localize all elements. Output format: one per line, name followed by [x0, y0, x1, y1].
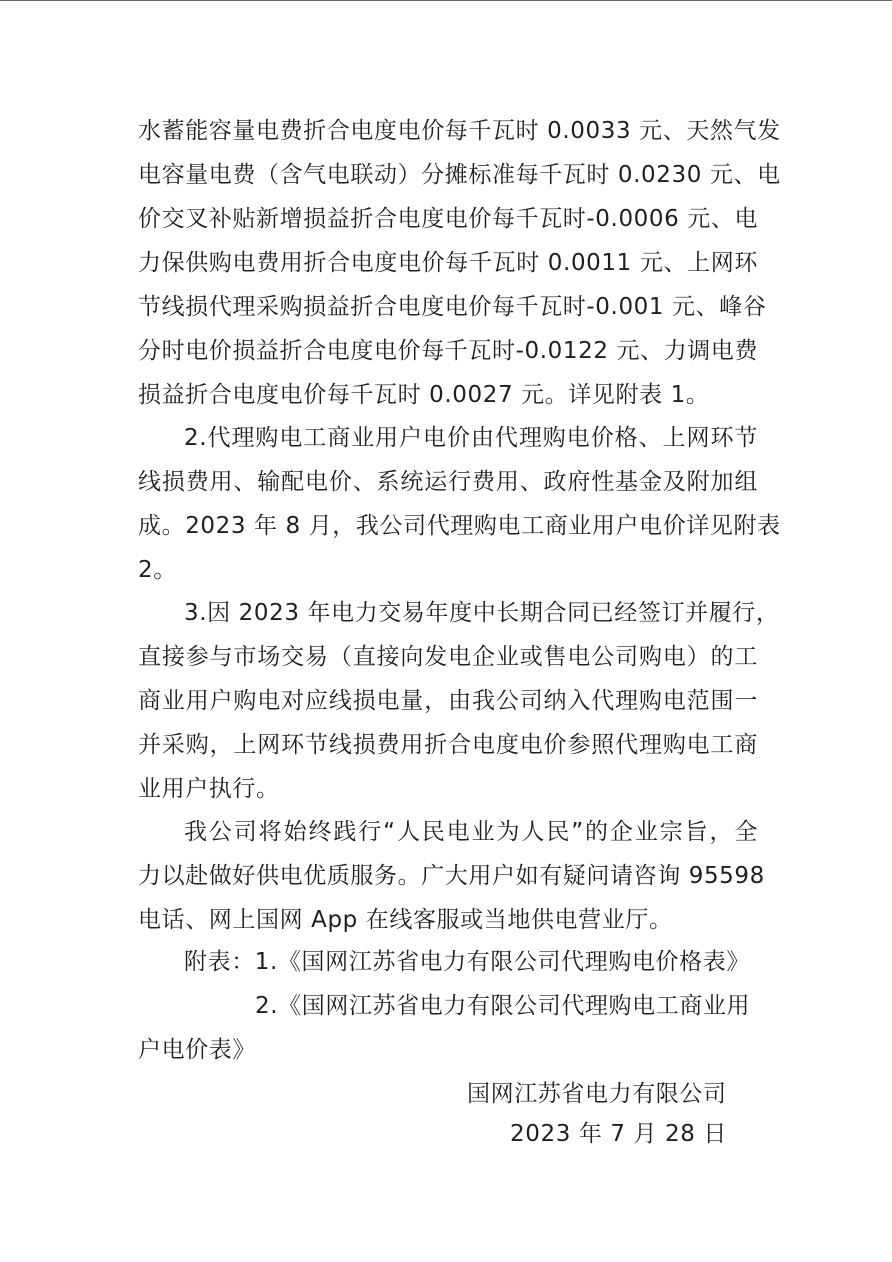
- signature-date: 2023 年 7 月 28 日: [510, 1121, 727, 1147]
- paragraph-line: 节线损代理采购损益折合电度电价每千瓦时-0.001 元、峰谷: [138, 294, 767, 320]
- attachment-item-2-continued: 户电价表》: [138, 1037, 256, 1063]
- attachment-item-1: 附表：1.《国网江苏省电力有限公司代理购电价格表》: [184, 949, 750, 975]
- paragraph-line: 3.因 2023 年电力交易年度中长期合同已经签订并履行，: [184, 600, 780, 626]
- paragraph-line: 损益折合电度电价每千瓦时 0.0027 元。详见附表 1。: [138, 382, 710, 408]
- paragraph-line: 力以赴做好供电优质服务。广大用户如有疑问请咨询 95598: [138, 863, 765, 889]
- paragraph-line: 价交叉补贴新增损益折合电度电价每千瓦时-0.0006 元、电: [138, 206, 759, 232]
- paragraph-line: 线损费用、输配电价、系统运行费用、政府性基金及附加组: [138, 469, 758, 495]
- paragraph-line: 业用户执行。: [138, 776, 280, 802]
- paragraph-line: 直接参与市场交易（直接向发电企业或售电公司购电）的工: [138, 644, 758, 670]
- paragraph-line: 水蓄能容量电费折合电度电价每千瓦时 0.0033 元、天然气发: [138, 118, 781, 144]
- paragraph-line: 成。2023 年 8 月，我公司代理购电工商业用户电价详见附表: [138, 513, 781, 539]
- paragraph-line: 商业用户购电对应线损电量，由我公司纳入代理购电范围一: [138, 688, 758, 714]
- paragraph-line: 2。: [138, 557, 177, 583]
- paragraph-line: 电容量电费（含气电联动）分摊标准每千瓦时 0.0230 元、电: [138, 162, 781, 188]
- paragraph-line: 分时电价损益折合电度电价每千瓦时-0.0122 元、力调电费: [138, 338, 759, 364]
- paragraph-line: 我公司将始终践行“人民电业为人民”的企业宗旨，全: [184, 819, 758, 845]
- attachment-item-2: 2.《国网江苏省电力有限公司代理购电工商业用: [255, 993, 751, 1019]
- paragraph-line: 2.代理购电工商业用户电价由代理购电价格、上网环节: [184, 425, 758, 451]
- signature-organization: 国网江苏省电力有限公司: [467, 1081, 727, 1107]
- scan-top-edge: [0, 0, 892, 1]
- paragraph-line: 并采购，上网环节线损费用折合电度电价参照代理购电工商: [138, 732, 758, 758]
- paragraph-line: 力保供购电费用折合电度电价每千瓦时 0.0011 元、上网环: [138, 250, 758, 276]
- paragraph-line: 电话、网上国网 App 在线客服或当地供电营业厅。: [138, 907, 673, 933]
